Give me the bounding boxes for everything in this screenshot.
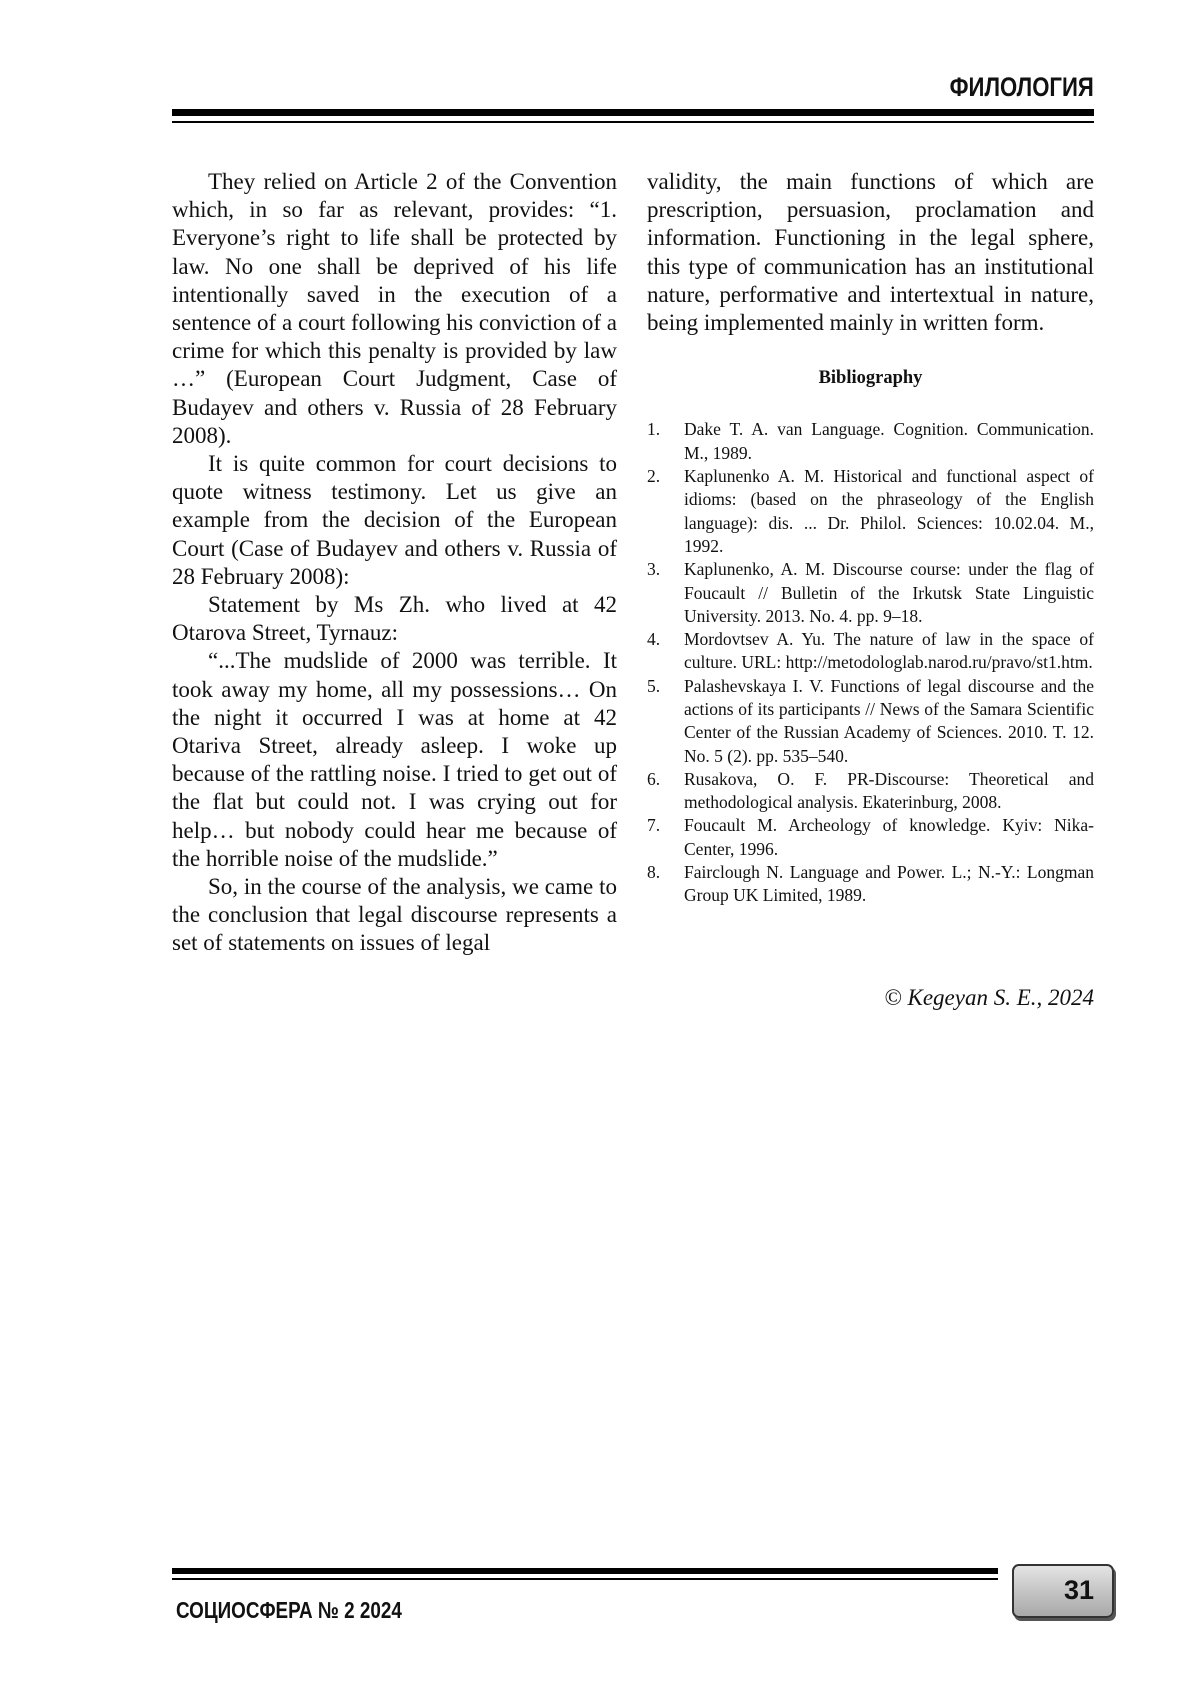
paragraph-quote: “...The mudslide of 2000 was terrible. It took away my home, all my possessions… On the night it occurred I was at home at 42 Otariva Street, already asleep. I woke up because of the rattling noise. I tried to get out of the flat but could not. I was crying out for help… but nobody could hear me because of the horrible noise of the mudslide.” — [172, 647, 617, 873]
item-text: Palashevskaya I. V. Functions of legal discourse and the actions of its participants // News of the Samara Scientific Center of the Russian Academy of Sciences. 2010. T. 12. No. 5 (2). pp. 535–540. — [684, 676, 1094, 766]
bibliography-item — [647, 465, 1094, 558]
item-text: Kaplunenko A. M. Historical and functional aspect of idioms: (based on the phraseology of the English language): dis. ... Dr. Philol. Sciences: 10.02.04. M., 1992. — [684, 466, 1094, 556]
bibliography-item — [647, 861, 1094, 908]
item-number: 6. — [647, 768, 660, 791]
bibliography-heading: Bibliography — [647, 364, 1094, 392]
item-text: Mordovtsev A. Yu. The nature of law in the space of culture. URL: http://metodologlab.narod.ru/pravo/st1.htm. — [684, 629, 1094, 672]
paragraph: validity, the main functions of which are prescription, persuasion, proclamation and information. Functioning in the legal sphere, this type of communication has an institutional nature, performative and intertextual in nature, being implemented mainly in written form. — [647, 168, 1094, 337]
right-column — [647, 168, 1094, 908]
bibliography-item — [647, 558, 1094, 628]
bibliography-item — [647, 418, 1094, 465]
item-text: Foucault M. Archeology of knowledge. Kyiv: Nika-Center, 1996. — [684, 815, 1094, 858]
page-number-badge — [1012, 1564, 1114, 1618]
item-number: 1. — [647, 418, 660, 441]
item-text: Dake T. A. van Language. Cognition. Communication. M., 1989. — [684, 419, 1094, 462]
item-number: 5. — [647, 675, 660, 698]
footer-rule-thin — [172, 1578, 998, 1580]
bibliography-item — [647, 814, 1094, 861]
footer-rule-thick — [172, 1568, 998, 1574]
item-text: Rusakova, O. F. PR-Discourse: Theoretical and methodological analysis. Ekaterinburg, 2008. — [684, 769, 1094, 812]
paragraph: So, in the course of the analysis, we came to the conclusion that legal discourse represents a set of statements on issues of legal — [172, 873, 617, 958]
left-column — [172, 168, 617, 958]
item-number: 3. — [647, 558, 660, 581]
paragraph: Statement by Ms Zh. who lived at 42 Otarova Street, Tyrnauz: — [172, 591, 617, 647]
item-text: Kaplunenko, A. M. Discourse course: under the flag of Foucault // Bulletin of the Irkutsk State Linguistic University. 2013. No. 4. pp. 9–18. — [684, 559, 1094, 626]
header-rule-thick — [172, 109, 1094, 116]
journal-title: СОЦИОСФЕРА № 2 2024 — [176, 1597, 402, 1624]
paragraph: They relied on Article 2 of the Convention which, in so far as relevant, provides: “1. Everyone’s right to life shall be protected by law. No one shall be deprived of his life intentionally saved in the execution of a sentence of a court following his conviction of a crime for which this penalty is provided by law …” (European Court Judgment, Case of Budayev and others v. Russia of 28 February 2008). — [172, 168, 617, 450]
header-rule-thin — [172, 121, 1094, 123]
bibliography-item — [647, 628, 1094, 675]
bibliography-list — [647, 418, 1094, 907]
section-title: ФИЛОЛОГИЯ — [950, 72, 1094, 103]
copyright: © Kegeyan S. E., 2024 — [884, 985, 1094, 1011]
paragraph: It is quite common for court decisions to quote witness testimony. Let us give an example from the decision of the European Court (Case of Budayev and others v. Russia of 28 February 2008): — [172, 450, 617, 591]
bibliography-item — [647, 768, 1094, 815]
item-number: 4. — [647, 628, 660, 651]
item-number: 7. — [647, 814, 660, 837]
bibliography-item — [647, 675, 1094, 768]
item-number: 2. — [647, 465, 660, 488]
item-text: Fairclough N. Language and Power. L.; N.-Y.: Longman Group UK Limited, 1989. — [684, 862, 1094, 905]
item-number: 8. — [647, 861, 660, 884]
page-number: 31 — [1064, 1575, 1094, 1606]
